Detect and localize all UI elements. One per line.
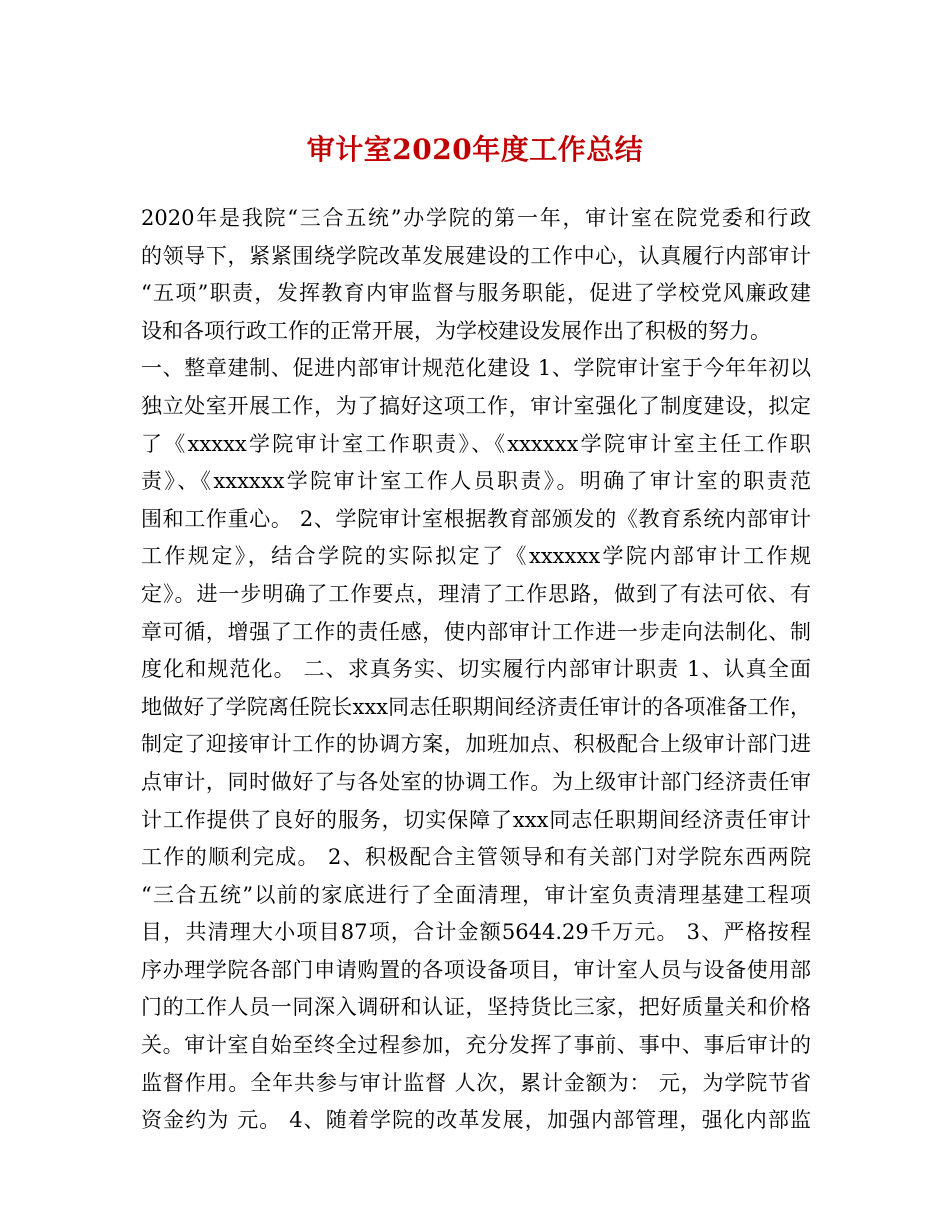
body-line: 设和各项行政工作的正常开展，为学校建设发展作出了积极的努力。 xyxy=(141,318,771,343)
body-line: 点审计，同时做好了与各处室的协调工作。为上级审计部门经济责任审 xyxy=(141,769,811,794)
body-line: 定》。进一步明确了工作要点，理清了工作思路，做到了有法可依、有 xyxy=(141,581,811,606)
body-line: 监督作用。全年共参与审计监督 人次，累计金额为： 元，为学院节省 xyxy=(141,1070,811,1095)
body-line: 2020年是我院“三合五统”办学院的第一年，审计室在院党委和行政 xyxy=(141,206,811,230)
body-line: 责》、《xxxxxx学院审计室工作人员职责》。明确了审计室的职责范 xyxy=(141,469,811,494)
body-line: “五项”职责，发挥教育内审监督与服务职能，促进了学校党风廉政建 xyxy=(141,281,811,306)
body-line: 地做好了学院离任院长xxx同志任职期间经济责任审计的各项准备工作， xyxy=(141,694,811,719)
body-line: 一、整章建制、促进内部审计规范化建设 1、学院审计室于今年年初以 xyxy=(141,356,811,381)
body-line: “三合五统”以前的家底进行了全面清理，审计室负责清理基建工程项 xyxy=(141,882,811,907)
body-line: 计工作提供了良好的服务，切实保障了xxx同志任职期间经济责任审计 xyxy=(141,807,811,832)
body-line: 工作规定》，结合学院的实际拟定了《xxxxxx学院内部审计工作规 xyxy=(141,544,811,569)
document-body xyxy=(141,200,811,1140)
body-line: 资金约为 元。 4、随着学院的改革发展，加强内部管理，强化内部监 xyxy=(141,1108,811,1133)
body-line: 制定了迎接审计工作的协调方案，加班加点、积极配合上级审计部门进 xyxy=(141,732,811,757)
body-line: 章可循，增强了工作的责任感，使内部审计工作进一步走向法制化、制 xyxy=(141,619,811,644)
body-line: 度化和规范化。 二、求真务实、切实履行内部审计职责 1、认真全面 xyxy=(141,657,811,682)
body-line: 的领导下，紧紧围绕学院改革发展建设的工作中心，认真履行内部审计 xyxy=(141,243,811,268)
body-line: 工作的顺利完成。 2、积极配合主管领导和有关部门对学院东西两院 xyxy=(141,845,811,870)
body-line: 独立处室开展工作，为了搞好这项工作，审计室强化了制度建设，拟定 xyxy=(141,393,811,418)
body-line: 目，共清理大小项目87项，合计金额5644.29千万元。 3、严格按程 xyxy=(141,920,811,945)
body-line: 门的工作人员一同深入调研和认证，坚持货比三家，把好质量关和价格 xyxy=(141,995,811,1020)
body-line: 围和工作重心。 2、学院审计室根据教育部颁发的《教育系统内部审计 xyxy=(141,506,811,531)
body-line: 关。审计室自始至终全过程参加，充分发挥了事前、事中、事后审计的 xyxy=(141,1033,811,1058)
document-title: 审计室2020年度工作总结 xyxy=(306,133,644,166)
body-line: 了《xxxxx学院审计室工作职责》、《xxxxxx学院审计室主任工作职 xyxy=(141,431,811,456)
body-line: 序办理学院各部门申请购置的各项设备项目，审计室人员与设备使用部 xyxy=(141,957,811,982)
